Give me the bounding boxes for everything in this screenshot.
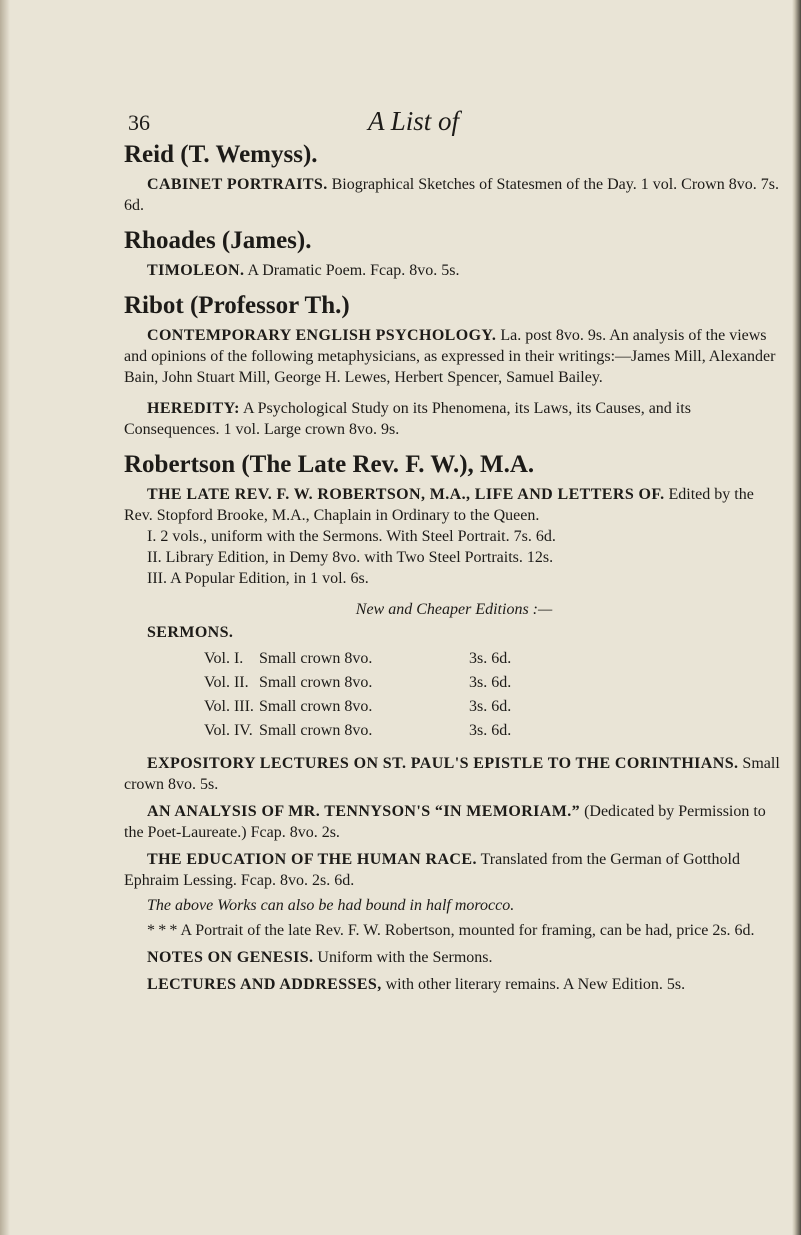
page-right-edge	[792, 0, 801, 1235]
sermon-row: Vol. III. Small crown 8vo. 3s. 6d.	[204, 698, 512, 715]
work-entry: THE EDUCATION OF THE HUMAN RACE. Translated from the German of Gotthold Ephraim Lessing. Fcap. 8vo. 2s. 6d.	[124, 851, 740, 889]
binding-note: The above Works can also be had bound in half morocco.	[147, 897, 515, 914]
author-heading: Reid (T. Wemyss).	[124, 141, 318, 168]
sermon-row: Vol. IV. Small crown 8vo. 3s. 6d.	[204, 722, 512, 739]
work-entry: LECTURES AND ADDRESSES, with other literary remains. A New Edition. 5s.	[147, 976, 686, 993]
work-entry: CONTEMPORARY ENGLISH PSYCHOLOGY. La. post 8vo. 9s. An analysis of the views and opinions of the following metaphysicians, as expressed in their writings:—James Mill, Alexander Bain, John Stuart Mill, George H. Lewes, Herbert Spencer, Samuel Bailey.	[124, 327, 776, 386]
running-title: A List of	[368, 106, 460, 136]
sermons-heading: SERMONS.	[147, 624, 234, 641]
edition-item: I. 2 vols., uniform with the Sermons. With Steel Portrait. 7s. 6d.	[147, 528, 556, 545]
edition-item: III. A Popular Edition, in 1 vol. 6s.	[147, 570, 369, 587]
portrait-note: * * * A Portrait of the late Rev. F. W. Robertson, mounted for framing, can be had, price 2s. 6d.	[147, 922, 755, 939]
work-entry: AN ANALYSIS OF MR. TENNYSON'S “IN MEMORIAM.” (Dedicated by Permission to the Poet-Laureate.) Fcap. 8vo. 2s.	[124, 803, 766, 841]
work-entry: CABINET PORTRAITS. Biographical Sketches of Statesmen of the Day. 1 vol. Crown 8vo. 7s. 6d.	[124, 176, 779, 214]
author-heading: Ribot (Professor Th.)	[124, 292, 350, 319]
work-entry: HEREDITY: A Psychological Study on its Phenomena, its Laws, its Causes, and its Consequences. 1 vol. Large crown 8vo. 9s.	[124, 400, 691, 438]
sermons-list	[124, 647, 784, 743]
author-heading: Robertson (The Late Rev. F. W.), M.A.	[124, 451, 535, 478]
new-editions-heading: New and Cheaper Editions :—	[355, 601, 553, 618]
sermon-row: Vol. II. Small crown 8vo. 3s. 6d.	[204, 674, 512, 691]
author-heading: Rhoades (James).	[124, 227, 312, 254]
work-entry: THE LATE REV. F. W. ROBERTSON, M.A., LIFE AND LETTERS OF. Edited by the Rev. Stopford Brooke, M.A., Chaplain in Ordinary to the Queen.	[124, 486, 754, 524]
entry-robertson	[124, 450, 784, 995]
work-entry: NOTES ON GENESIS. Uniform with the Sermons.	[147, 949, 493, 966]
entry-reid	[124, 140, 784, 216]
edition-item: II. Library Edition, in Demy 8vo. with Two Steel Portraits. 12s.	[147, 549, 554, 566]
catalogue-content	[124, 140, 784, 995]
work-entry: TIMOLEON. A Dramatic Poem. Fcap. 8vo. 5s.	[147, 262, 460, 279]
entry-ribot	[124, 291, 784, 440]
page-number: 36	[128, 110, 150, 135]
page-left-edge	[0, 0, 10, 1235]
entry-rhoades	[124, 226, 784, 281]
sermon-row: Vol. I. Small crown 8vo. 3s. 6d.	[204, 650, 512, 667]
work-entry: EXPOSITORY LECTURES ON ST. PAUL'S EPISTLE TO THE CORINTHIANS. Small crown 8vo. 5s.	[124, 755, 780, 793]
